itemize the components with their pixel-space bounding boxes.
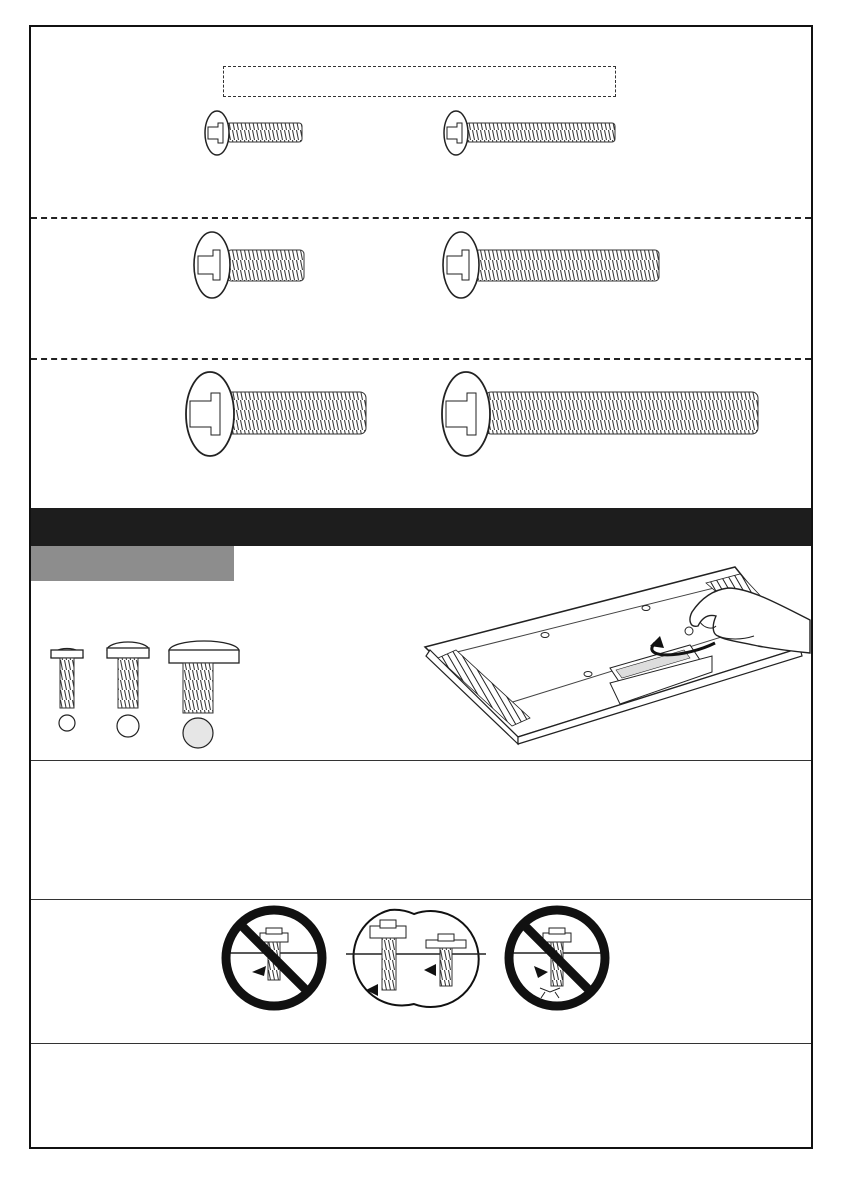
screw-small-short [205,111,302,155]
size-reference-screw-1 [51,648,83,731]
prohibited-icon-too-short [226,910,322,1006]
screw-medium-long [443,232,659,298]
screw-large-short [186,372,366,456]
screw-large-long [442,372,758,456]
screw-small-long [444,111,615,155]
correct-fit-icon [346,910,486,1007]
screw-medium-short [194,232,304,298]
size-reference-screw-3 [169,641,239,748]
prohibited-icon-too-long [509,910,605,1006]
size-reference-screw-2 [107,642,149,737]
